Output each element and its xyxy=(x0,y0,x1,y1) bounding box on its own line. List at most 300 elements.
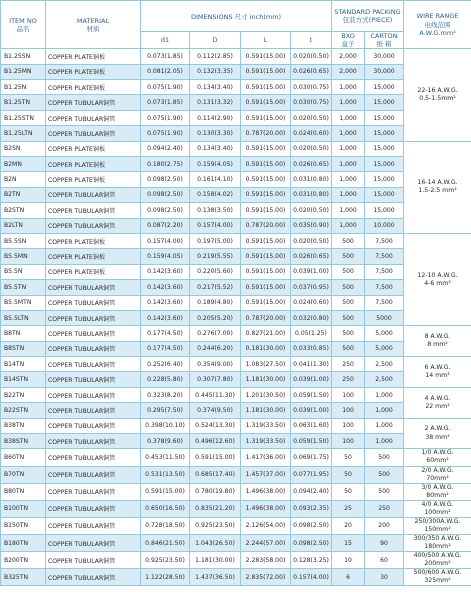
cell-d1: 0.098(2.50) xyxy=(141,172,190,187)
cell-d1: 0.142(3.60) xyxy=(141,295,190,310)
cell-t: 0.098(2.50) xyxy=(291,535,332,552)
cell-carton: 1,000 xyxy=(365,403,404,418)
cell-item: B5.5MN xyxy=(1,249,46,264)
cell-material: COPPER TUBULAR铜管 xyxy=(46,341,141,356)
cell-material: COPPER PLATE铜板 xyxy=(46,249,141,264)
table-row xyxy=(1,500,471,517)
wire-mm2: 22 mm² xyxy=(425,402,450,410)
cell-item: B2N xyxy=(1,172,46,187)
cell-d: 1.043(26.50) xyxy=(190,535,241,552)
table-row xyxy=(1,233,471,248)
cell-box: 250 xyxy=(332,357,365,372)
cell-d1: 0.094(2.40) xyxy=(141,141,190,156)
cell-l: 0.591(15.00) xyxy=(241,80,291,95)
cell-d: 0.276(7.00) xyxy=(190,326,241,341)
cell-d1: 0.142(3.60) xyxy=(141,310,190,325)
cell-carton: 5,000 xyxy=(365,341,404,356)
wire-mm2: 150mm² xyxy=(424,525,451,533)
wire-awg: 300/350 A.W.G. xyxy=(413,535,462,543)
cell-d: 0.134(3.40) xyxy=(190,80,241,95)
cell-box: 500 xyxy=(332,295,365,310)
cell-carton: 1,000 xyxy=(365,434,404,449)
wire-mm2: 100mm² xyxy=(424,508,451,516)
cell-l: 1.181(30.00) xyxy=(241,403,291,418)
header-wire-range: WIRE RANGE 电线范围 A.W.G.mm² xyxy=(404,1,471,49)
table-row xyxy=(1,203,471,218)
cell-d1: 0.081(2.05) xyxy=(141,64,190,79)
cell-wire-range xyxy=(404,466,471,483)
cell-d: 0.219(5.55) xyxy=(190,249,241,264)
cell-t: 0.05(1.25) xyxy=(291,326,332,341)
cell-item: B1.25N xyxy=(1,80,46,95)
cell-t: 0.024(0.60) xyxy=(291,295,332,310)
cell-item: B2TN xyxy=(1,187,46,202)
cell-wire-range xyxy=(404,483,471,500)
table-row xyxy=(1,172,471,187)
cell-material: COPPER TUBULAR铜管 xyxy=(46,187,141,202)
cell-l: 2.835(72.00) xyxy=(241,569,291,586)
table-row xyxy=(1,552,471,569)
cell-d1: 0.650(16.50) xyxy=(141,500,190,517)
cell-item: B180TN xyxy=(1,535,46,552)
cell-d1: 0.531(13.50) xyxy=(141,466,190,483)
cell-t: 0.032(0.80) xyxy=(291,310,332,325)
cell-item: B22TN xyxy=(1,387,46,402)
cell-l: 1.496(38.00) xyxy=(241,500,291,517)
cell-carton: 5000 xyxy=(365,310,404,325)
cell-box: 1,000 xyxy=(332,141,365,156)
cell-item: B22STN xyxy=(1,403,46,418)
cell-material: COPPER PLATE铜板 xyxy=(46,264,141,279)
cell-item: B2STN xyxy=(1,203,46,218)
cell-carton: 15,000 xyxy=(365,203,404,218)
cell-carton: 15,000 xyxy=(365,187,404,202)
header-packing: STANDARD PACKING 包装方式(PIECE) xyxy=(332,1,404,32)
cell-carton: 500 xyxy=(365,449,404,466)
wire-awg: 3/0 A.W.G. xyxy=(421,483,454,491)
cell-box: 500 xyxy=(332,264,365,279)
cell-box: 20 xyxy=(332,517,365,534)
cell-box: 1,000 xyxy=(332,80,365,95)
cell-l: 0.591(15.00) xyxy=(241,64,291,79)
cell-d1: 0.925(23.50) xyxy=(141,552,190,569)
wire-mm2: 4-6 mm² xyxy=(424,279,451,287)
cell-material: COPPER TUBULAR铜管 xyxy=(46,569,141,586)
cell-t: 0.026(0.65) xyxy=(291,64,332,79)
cell-d1: 0.323(8.20) xyxy=(141,387,190,402)
cell-t: 0.063(1.60) xyxy=(291,418,332,433)
wire-awg: 22-16 A.W.G. xyxy=(417,86,458,94)
table-row xyxy=(1,483,471,500)
cell-carton: 30 xyxy=(365,569,404,586)
cell-wire-range xyxy=(404,326,471,357)
cell-wire-range xyxy=(404,357,471,388)
cell-d1: 0.177(4.50) xyxy=(141,326,190,341)
cell-l: 1.417(36.00) xyxy=(241,449,291,466)
cell-item: B38STN xyxy=(1,434,46,449)
cell-material: COPPER TUBULAR铜管 xyxy=(46,203,141,218)
cell-d: 0.132(3.35) xyxy=(190,64,241,79)
table-row xyxy=(1,434,471,449)
wire-awg: 4 A.W.G. xyxy=(424,394,451,402)
cell-d: 1.437(36.50) xyxy=(190,569,241,586)
cell-material: COPPER TUBULAR铜管 xyxy=(46,466,141,483)
cell-l: 1.319(33.50) xyxy=(241,418,291,433)
cell-box: 1,000 xyxy=(332,218,365,233)
cell-d1: 0.075(1.90) xyxy=(141,80,190,95)
table-row xyxy=(1,80,471,95)
cell-t: 0.020(0.50) xyxy=(291,233,332,248)
cell-material: COPPER TUBULAR铜管 xyxy=(46,95,141,110)
cell-l: 2.283(58.00) xyxy=(241,552,291,569)
table-row xyxy=(1,310,471,325)
cell-box: 1,000 xyxy=(332,172,365,187)
cell-t: 0.026(0.65) xyxy=(291,156,332,171)
cell-item: B1.25SN xyxy=(1,49,46,64)
cell-t: 0.094(2.40) xyxy=(291,483,332,500)
cell-d: 0.496(12.60) xyxy=(190,434,241,449)
wire-mm2: 325mm² xyxy=(424,577,451,585)
cell-d1: 0.159(4.05) xyxy=(141,249,190,264)
cell-box: 50 xyxy=(332,466,365,483)
cell-l: 1.201(30.50) xyxy=(241,387,291,402)
cell-t: 0.128(3.25) xyxy=(291,552,332,569)
cell-d1: 0.378(9.60) xyxy=(141,434,190,449)
cell-d1: 0.098(2.50) xyxy=(141,187,190,202)
cell-box: 2,000 xyxy=(332,64,365,79)
cell-material: COPPER TUBULAR铜管 xyxy=(46,535,141,552)
table-row xyxy=(1,387,471,402)
cell-carton: 60 xyxy=(365,552,404,569)
cell-box: 100 xyxy=(332,403,365,418)
cell-t: 0.037(0.95) xyxy=(291,280,332,295)
cell-carton: 200 xyxy=(365,517,404,534)
cell-carton: 30,000 xyxy=(365,49,404,64)
cell-t: 0.020(0.50) xyxy=(291,141,332,156)
cell-l: 1.496(38.00) xyxy=(241,483,291,500)
cell-t: 0.035(0.90) xyxy=(291,218,332,233)
cell-d1: 0.142(3.60) xyxy=(141,280,190,295)
cell-material: COPPER TUBULAR铜管 xyxy=(46,280,141,295)
cell-d1: 0.453(11.50) xyxy=(141,449,190,466)
table-row xyxy=(1,517,471,534)
cell-material: COPPER TUBULAR铜管 xyxy=(46,126,141,141)
cell-material: COPPER TUBULAR铜管 xyxy=(46,517,141,534)
cell-d1: 0.073(1.85) xyxy=(141,49,190,64)
table-row xyxy=(1,466,471,483)
table-row xyxy=(1,110,471,125)
header-box: BXO 盒子 xyxy=(332,32,365,49)
cell-item: B14TN xyxy=(1,357,46,372)
cell-t: 0.041(1.30) xyxy=(291,357,332,372)
cell-material: COPPER PLATE铜板 xyxy=(46,141,141,156)
cell-l: 0.591(15.00) xyxy=(241,110,291,125)
cell-item: B150TN xyxy=(1,517,46,534)
cell-t: 0.157(4.00) xyxy=(291,569,332,586)
cell-box: 1,000 xyxy=(332,110,365,125)
table-row xyxy=(1,64,471,79)
table-row xyxy=(1,357,471,372)
wire-awg: 400/500 A.W.G. xyxy=(413,552,462,560)
cell-material: COPPER TUBULAR铜管 xyxy=(46,418,141,433)
cell-l: 0.787(20.00) xyxy=(241,310,291,325)
cell-box: 250 xyxy=(332,372,365,387)
cell-t: 0.020(0.50) xyxy=(291,49,332,64)
cell-box: 100 xyxy=(332,387,365,402)
cell-item: B1.25STN xyxy=(1,110,46,125)
header-item-no: ITEM NO 品名 xyxy=(1,1,46,49)
cell-l: 1.457(37.00) xyxy=(241,466,291,483)
cell-d: 0.780(19.80) xyxy=(190,483,241,500)
cell-box: 1,000 xyxy=(332,187,365,202)
cell-material: COPPER TUBULAR铜管 xyxy=(46,218,141,233)
cell-l: 0.591(15.00) xyxy=(241,49,291,64)
cell-carton: 2,500 xyxy=(365,372,404,387)
cell-wire-range xyxy=(404,569,471,586)
cell-d: 0.685(17.40) xyxy=(190,466,241,483)
cell-carton: 15,000 xyxy=(365,141,404,156)
cell-d: 0.138(3.50) xyxy=(190,203,241,218)
cell-item: B60TN xyxy=(1,449,46,466)
cell-l: 0.591(15.00) xyxy=(241,295,291,310)
cell-d1: 0.295(7.50) xyxy=(141,403,190,418)
cell-box: 6 xyxy=(332,569,365,586)
cell-d: 0.161(4.10) xyxy=(190,172,241,187)
cell-carton: 15,000 xyxy=(365,110,404,125)
cell-material: COPPER TUBULAR铜管 xyxy=(46,326,141,341)
wire-mm2: 8 mm² xyxy=(427,341,448,349)
cell-t: 0.077(1.95) xyxy=(291,466,332,483)
cell-item: B5.5TN xyxy=(1,280,46,295)
wire-awg: 2 A.W.G. xyxy=(424,425,451,433)
cell-d1: 0.398(10.10) xyxy=(141,418,190,433)
cell-carton: 30,000 xyxy=(365,64,404,79)
cell-material: COPPER TUBULAR铜管 xyxy=(46,110,141,125)
cell-t: 0.039(1.00) xyxy=(291,403,332,418)
cell-item: B2SN xyxy=(1,141,46,156)
cell-item: B8STN xyxy=(1,341,46,356)
table-row xyxy=(1,218,471,233)
cell-item: B5.5MTN xyxy=(1,295,46,310)
cell-item: B1.25LTN xyxy=(1,126,46,141)
cell-l: 0.181(30.00) xyxy=(241,341,291,356)
cell-box: 50 xyxy=(332,483,365,500)
cell-carton: 15,000 xyxy=(365,80,404,95)
cell-d1: 0.098(2.50) xyxy=(141,203,190,218)
cell-box: 500 xyxy=(332,310,365,325)
cell-carton: 500 xyxy=(365,483,404,500)
cell-t: 0.069(1.75) xyxy=(291,449,332,466)
cell-material: COPPER TUBULAR铜管 xyxy=(46,483,141,500)
wire-awg: 2/0 A.W.G. xyxy=(421,466,454,474)
cell-carton: 2,500 xyxy=(365,357,404,372)
cell-wire-range xyxy=(404,49,471,141)
cell-material: COPPER PLATE铜板 xyxy=(46,64,141,79)
cell-l: 0.591(15.00) xyxy=(241,280,291,295)
cell-box: 25 xyxy=(332,500,365,517)
cell-d: 0.445(11.30) xyxy=(190,387,241,402)
cell-d1: 0.075(1.90) xyxy=(141,110,190,125)
cell-box: 100 xyxy=(332,434,365,449)
cell-carton: 7,500 xyxy=(365,249,404,264)
table-row xyxy=(1,126,471,141)
cell-d1: 0.073(1.85) xyxy=(141,95,190,110)
cell-wire-range xyxy=(404,387,471,418)
cell-d: 0.134(3.40) xyxy=(190,141,241,156)
cell-item: B5.5LTN xyxy=(1,310,46,325)
cell-t: 0.024(0.60) xyxy=(291,126,332,141)
cell-l: 0.787(20.00) xyxy=(241,218,291,233)
table-row xyxy=(1,372,471,387)
cell-l: 0.591(15.00) xyxy=(241,233,291,248)
cell-l: 0.591(15.00) xyxy=(241,203,291,218)
cell-t: 0.030(0.75) xyxy=(291,95,332,110)
table-row xyxy=(1,141,471,156)
cell-t: 0.039(1.00) xyxy=(291,264,332,279)
table-row xyxy=(1,295,471,310)
cell-carton: 7,500 xyxy=(365,264,404,279)
cell-wire-range xyxy=(404,418,471,449)
cell-material: COPPER TUBULAR铜管 xyxy=(46,449,141,466)
cell-wire-range xyxy=(404,517,471,534)
cell-d1: 0.846(21.50) xyxy=(141,535,190,552)
table-row xyxy=(1,449,471,466)
cell-l: 2.244(57.00) xyxy=(241,535,291,552)
cell-t: 0.020(0.50) xyxy=(291,203,332,218)
cell-d: 0.197(5.00) xyxy=(190,233,241,248)
cell-d: 0.189(4.80) xyxy=(190,295,241,310)
cell-item: B8TN xyxy=(1,326,46,341)
cell-wire-range xyxy=(404,535,471,552)
cell-material: COPPER TUBULAR铜管 xyxy=(46,434,141,449)
cell-carton: 15,000 xyxy=(365,172,404,187)
cell-l: 0.591(15.00) xyxy=(241,249,291,264)
cell-d1: 0.591(15.00) xyxy=(141,483,190,500)
cell-carton: 7,500 xyxy=(365,233,404,248)
cell-material: COPPER TUBULAR铜管 xyxy=(46,295,141,310)
cell-box: 500 xyxy=(332,249,365,264)
cell-t: 0.026(0.65) xyxy=(291,249,332,264)
cell-d1: 0.252(6.40) xyxy=(141,357,190,372)
cell-material: COPPER PLATE铜板 xyxy=(46,172,141,187)
cell-d: 0.158(4.02) xyxy=(190,187,241,202)
cell-material: COPPER TUBULAR铜管 xyxy=(46,500,141,517)
cell-d: 0.131(3.32) xyxy=(190,95,241,110)
cell-wire-range xyxy=(404,233,471,325)
table-row xyxy=(1,280,471,295)
wire-awg: 8 A.W.G. xyxy=(424,333,451,341)
cell-l: 0.591(15.00) xyxy=(241,156,291,171)
cell-t: 0.098(2.50) xyxy=(291,517,332,534)
cell-t: 0.031(0.80) xyxy=(291,172,332,187)
cell-d: 0.159(4.05) xyxy=(190,156,241,171)
wire-mm2: 60mm² xyxy=(426,457,449,465)
cell-box: 500 xyxy=(332,341,365,356)
cell-carton: 5,000 xyxy=(365,326,404,341)
cell-carton: 500 xyxy=(365,466,404,483)
cell-t: 0.093(2.35) xyxy=(291,500,332,517)
cell-carton: 90 xyxy=(365,535,404,552)
table-row xyxy=(1,249,471,264)
cell-carton: 1,000 xyxy=(365,387,404,402)
cell-wire-range xyxy=(404,552,471,569)
cell-d: 0.130(3.30) xyxy=(190,126,241,141)
cell-wire-range xyxy=(404,141,471,233)
wire-mm2: 1.5-2.5 mm² xyxy=(418,187,457,195)
cell-d: 0.244(6.20) xyxy=(190,341,241,356)
wire-mm2: 38 mm² xyxy=(425,433,450,441)
cell-t: 0.031(0.80) xyxy=(291,187,332,202)
cell-box: 1,000 xyxy=(332,126,365,141)
cell-wire-range xyxy=(404,449,471,466)
wire-mm2: 80mm² xyxy=(426,491,449,499)
cell-d1: 0.728(18.50) xyxy=(141,517,190,534)
table-row xyxy=(1,156,471,171)
cell-box: 1,000 xyxy=(332,95,365,110)
cell-t: 0.059(1.50) xyxy=(291,434,332,449)
cell-box: 500 xyxy=(332,326,365,341)
cell-material: COPPER TUBULAR铜管 xyxy=(46,552,141,569)
table-row xyxy=(1,49,471,64)
wire-mm2: 70mm² xyxy=(426,474,449,482)
cell-l: 0.591(15.00) xyxy=(241,172,291,187)
header-t: t xyxy=(291,32,332,49)
cell-material: COPPER PLATE铜板 xyxy=(46,49,141,64)
cell-d1: 0.180(2.75) xyxy=(141,156,190,171)
cell-item: B38TN xyxy=(1,418,46,433)
cell-item: B2MN xyxy=(1,156,46,171)
cell-d: 0.157(4.00) xyxy=(190,218,241,233)
cell-material: COPPER TUBULAR铜管 xyxy=(46,310,141,325)
table-row xyxy=(1,326,471,341)
cell-l: 0.591(15.00) xyxy=(241,95,291,110)
cell-box: 500 xyxy=(332,233,365,248)
cell-d: 0.220(5.60) xyxy=(190,264,241,279)
cell-d: 0.591(15.00) xyxy=(190,449,241,466)
cell-box: 10 xyxy=(332,552,365,569)
cell-item: B200TN xyxy=(1,552,46,569)
cell-t: 0.039(1.00) xyxy=(291,372,332,387)
header-material: MATERIAL 材质 xyxy=(46,1,141,49)
table-row xyxy=(1,403,471,418)
table-row xyxy=(1,187,471,202)
cell-carton: 250 xyxy=(365,500,404,517)
cell-d1: 0.177(4.50) xyxy=(141,341,190,356)
wire-mm2: 0.5-1.5mm² xyxy=(419,94,456,102)
cell-material: COPPER TUBULAR铜管 xyxy=(46,357,141,372)
cell-item: B325TN xyxy=(1,569,46,586)
cell-t: 0.059(1.50) xyxy=(291,387,332,402)
cell-l: 0.591(15.00) xyxy=(241,264,291,279)
cell-item: B1.25TN xyxy=(1,95,46,110)
header-dimensions: DIMENSIONS 尺寸 inch(mm) xyxy=(141,1,332,32)
wire-awg: 12-10 A.W.G. xyxy=(417,271,458,279)
cell-item: B14STN xyxy=(1,372,46,387)
cell-material: COPPER PLATE铜板 xyxy=(46,80,141,95)
cell-item: B5.5SN xyxy=(1,233,46,248)
cell-d1: 0.075(1.90) xyxy=(141,126,190,141)
table-row xyxy=(1,535,471,552)
spec-table-body xyxy=(1,49,471,586)
cell-carton: 10,000 xyxy=(365,218,404,233)
header-L: L xyxy=(241,32,291,49)
cell-item: B1.25MN xyxy=(1,64,46,79)
cell-material: COPPER PLATE铜板 xyxy=(46,233,141,248)
wire-mm2: 14 mm² xyxy=(425,371,450,379)
cell-box: 15 xyxy=(332,535,365,552)
cell-l: 0.787(20.00) xyxy=(241,126,291,141)
wire-awg: 4/0 A.W.G. xyxy=(421,500,454,508)
